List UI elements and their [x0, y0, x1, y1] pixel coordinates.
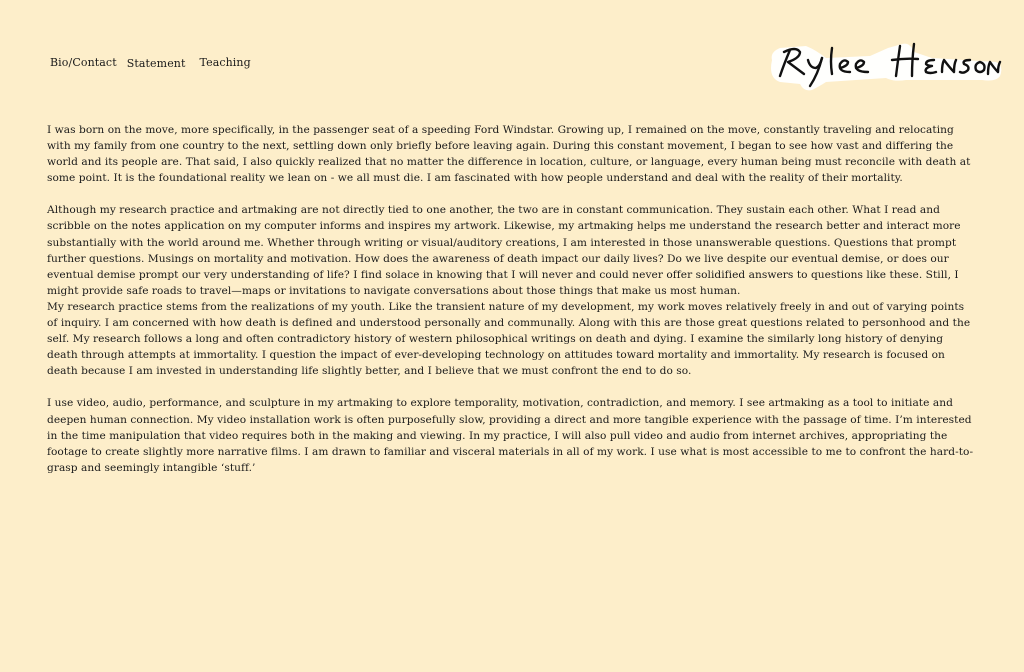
nav-link-teaching[interactable]: Teaching — [199, 56, 251, 69]
nav-link-bio-contact[interactable]: Bio/Contact — [50, 56, 117, 69]
statement-paragraph-2: Although my research practice and artmaking are not directly tied to one another, the two are in constant communication. They sustain each other. What I read and scribble on the notes application on my computer informs and inspires my artwork. Likewise, my artmaking helps me understand the research better and interact more substantially with the world around me. Whether through writing or visual/auditory creations, I am interested in those unanswerable questions. Questions that prompt further questions. Musings on mortality and motivation. How does the awareness of death impact our daily lives? Do we live despite our eventual demise, or does our eventual demise prompt our very understanding of life? I find solace in knowing that I will never and could never offer solidified answers to questions like these. Still, I might provide safe roads to travel—maps or invitations to navigate conversations about those things that make us most human. — [47, 204, 961, 297]
statement-paragraph-3: My research practice stems from the realizations of my youth. Like the transient nature of my development, my work moves relatively freely in and out of varying points of inquiry. I am concerned with how death is defined and understood personally and communally. Along with this are those great questions related to personhood and the self. My research follows a long and often contradictory history of western philosophical writings on death and dying. I examine the similarly long history of denying death through attempts at immortality. I question the impact of ever-developing technology on attitudes toward mortality and immortality. My research is focused on death because I am invested in understanding life slightly better, and I believe that we must confront the end to do so. — [47, 300, 971, 378]
site-logo[interactable] — [766, 38, 1006, 94]
artist-statement — [47, 122, 977, 476]
signature-logo-icon — [766, 38, 1006, 94]
nav-link-statement[interactable]: Statement — [126, 57, 186, 70]
statement-paragraph-1: I was born on the move, more specifically, in the passenger seat of a speeding Ford Windstar. Growing up, I remained on the move, constantly traveling and relocating with my family from one country to the next, settling down only briefly before leaving again. During this constant movement, I began to see how vast and differing the world and its people are. That said, I also quickly realized that no matter the difference in location, culture, or language, every human being must reconcile with death at some point. It is the foundational reality we lean on - we all must die. I am fascinated with how people understand and deal with the reality of their mortality. — [47, 124, 971, 185]
main-nav — [50, 56, 251, 69]
statement-paragraph-4: I use video, audio, performance, and sculpture in my artmaking to explore temporality, motivation, contradiction, and memory. I see artmaking as a tool to initiate and deepen human connection. My video installation work is often purposefully slow, providing a direct and more tangible experience with the passage of time. I’m interested in the time manipulation that video requires both in the making and viewing. In my practice, I will also pull video and audio from internet archives, appropriating the footage to create slightly more narrative films. I am drawn to familiar and visceral materials in all of my work. I use what is most accessible to me to confront the hard-to-grasp and seemingly intangible ‘stuff.’ — [47, 397, 974, 474]
